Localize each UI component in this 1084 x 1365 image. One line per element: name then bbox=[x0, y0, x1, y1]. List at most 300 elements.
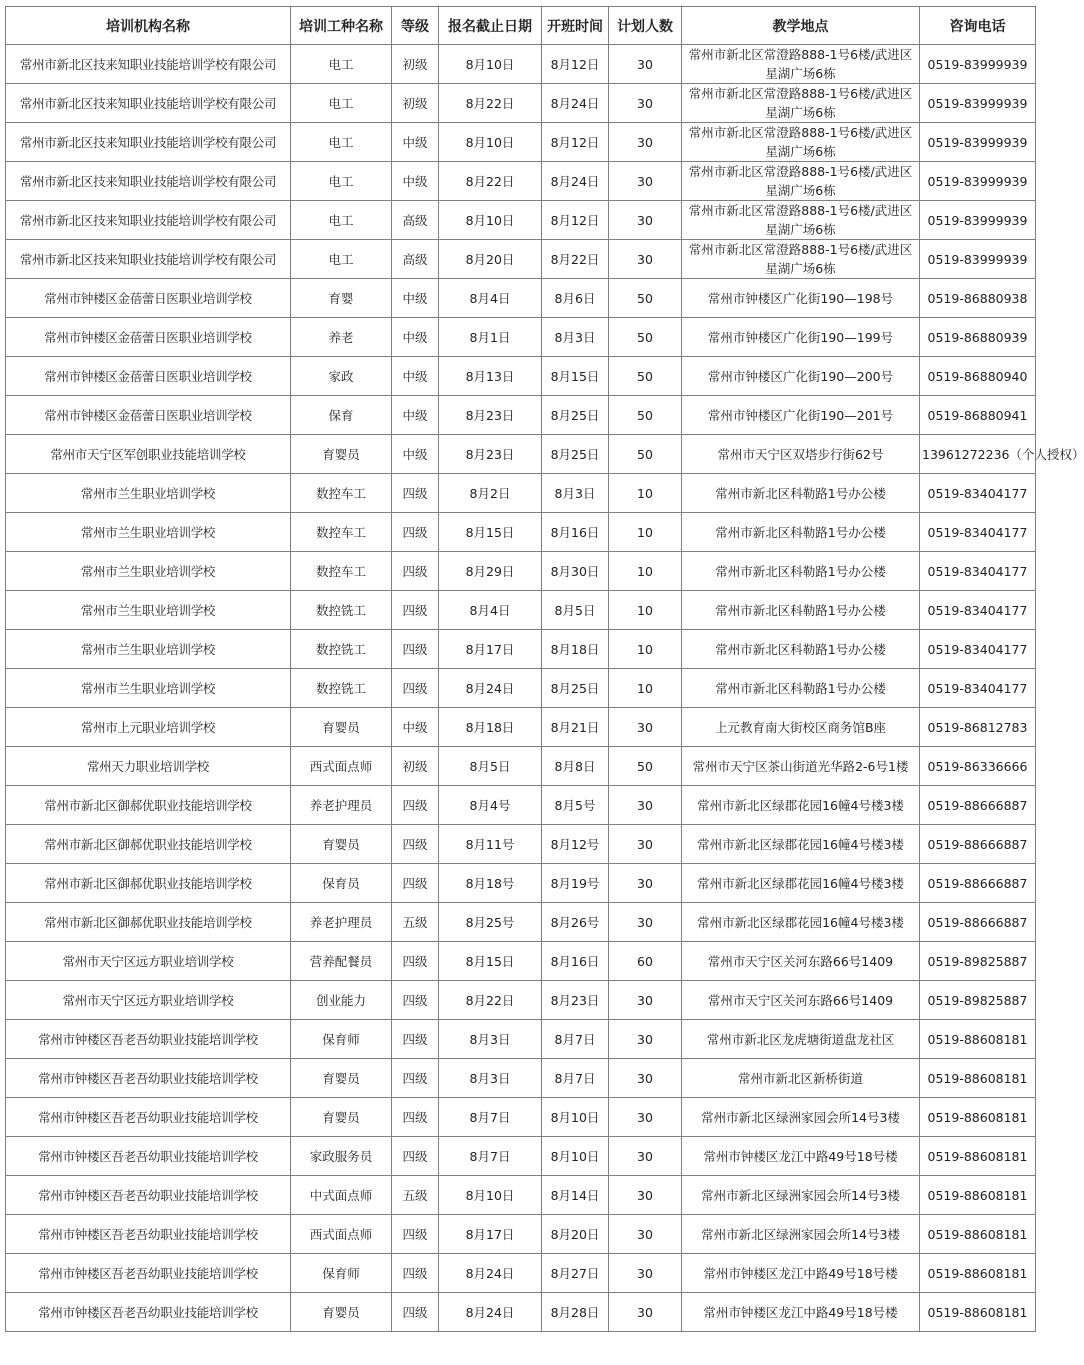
cell-start-date: 8月3日 bbox=[542, 474, 609, 513]
cell-deadline: 8月11号 bbox=[439, 825, 542, 864]
table-row bbox=[6, 1215, 1036, 1254]
cell-trade: 育婴员 bbox=[291, 708, 392, 747]
cell-phone: 0519-89825887 bbox=[920, 942, 1036, 981]
cell-level: 四级 bbox=[392, 981, 439, 1020]
cell-location: 常州市新北区常澄路888-1号6楼/武进区星湖广场6栋 bbox=[682, 162, 920, 201]
cell-location: 常州市钟楼区广化街190—198号 bbox=[682, 279, 920, 318]
cell-start-date: 8月12号 bbox=[542, 825, 609, 864]
cell-phone: 0519-88608181 bbox=[920, 1020, 1036, 1059]
table-row bbox=[6, 1137, 1036, 1176]
table-row bbox=[6, 825, 1036, 864]
cell-location: 常州市钟楼区广化街190—201号 bbox=[682, 396, 920, 435]
table-row bbox=[6, 669, 1036, 708]
cell-level: 初级 bbox=[392, 747, 439, 786]
cell-phone: 0519-83404177 bbox=[920, 591, 1036, 630]
cell-trade: 保育员 bbox=[291, 864, 392, 903]
table-row bbox=[6, 45, 1036, 84]
cell-deadline: 8月18号 bbox=[439, 864, 542, 903]
table-row bbox=[6, 1059, 1036, 1098]
cell-start-date: 8月16日 bbox=[542, 513, 609, 552]
cell-deadline: 8月24日 bbox=[439, 1293, 542, 1332]
cell-phone: 0519-88666887 bbox=[920, 825, 1036, 864]
cell-deadline: 8月10日 bbox=[439, 123, 542, 162]
cell-deadline: 8月17日 bbox=[439, 630, 542, 669]
cell-deadline: 8月22日 bbox=[439, 162, 542, 201]
cell-planned-count: 50 bbox=[609, 357, 682, 396]
cell-location: 常州市新北区常澄路888-1号6楼/武进区星湖广场6栋 bbox=[682, 123, 920, 162]
cell-trade: 育婴 bbox=[291, 279, 392, 318]
cell-deadline: 8月25号 bbox=[439, 903, 542, 942]
cell-trade: 养老护理员 bbox=[291, 903, 392, 942]
header-trade: 培训工种名称 bbox=[291, 7, 392, 45]
cell-planned-count: 30 bbox=[609, 1215, 682, 1254]
cell-institution: 常州市钟楼区吾老吾幼职业技能培训学校 bbox=[6, 1137, 291, 1176]
cell-phone: 0519-86880938 bbox=[920, 279, 1036, 318]
cell-level: 中级 bbox=[392, 279, 439, 318]
cell-institution: 常州市兰生职业培训学校 bbox=[6, 591, 291, 630]
cell-start-date: 8月22日 bbox=[542, 240, 609, 279]
cell-deadline: 8月15日 bbox=[439, 942, 542, 981]
cell-deadline: 8月20日 bbox=[439, 240, 542, 279]
table-row bbox=[6, 279, 1036, 318]
cell-phone: 0519-86880941 bbox=[920, 396, 1036, 435]
cell-start-date: 8月28日 bbox=[542, 1293, 609, 1332]
table-row bbox=[6, 1098, 1036, 1137]
cell-location: 常州市新北区科勒路1号办公楼 bbox=[682, 630, 920, 669]
cell-deadline: 8月24日 bbox=[439, 1254, 542, 1293]
cell-trade: 育婴员 bbox=[291, 1098, 392, 1137]
cell-institution: 常州市钟楼区金蓓蕾日医职业培训学校 bbox=[6, 396, 291, 435]
header-level: 等级 bbox=[392, 7, 439, 45]
cell-deadline: 8月23日 bbox=[439, 396, 542, 435]
cell-phone: 0519-88608181 bbox=[920, 1215, 1036, 1254]
cell-planned-count: 60 bbox=[609, 942, 682, 981]
cell-planned-count: 30 bbox=[609, 201, 682, 240]
cell-trade: 数控铣工 bbox=[291, 630, 392, 669]
cell-start-date: 8月30日 bbox=[542, 552, 609, 591]
cell-level: 中级 bbox=[392, 435, 439, 474]
cell-planned-count: 50 bbox=[609, 435, 682, 474]
table-row bbox=[6, 786, 1036, 825]
cell-deadline: 8月10日 bbox=[439, 1176, 542, 1215]
cell-deadline: 8月18日 bbox=[439, 708, 542, 747]
cell-level: 中级 bbox=[392, 162, 439, 201]
cell-phone: 0519-83999939 bbox=[920, 240, 1036, 279]
cell-start-date: 8月25日 bbox=[542, 396, 609, 435]
cell-planned-count: 30 bbox=[609, 708, 682, 747]
cell-start-date: 8月10日 bbox=[542, 1098, 609, 1137]
cell-deadline: 8月22日 bbox=[439, 84, 542, 123]
cell-phone: 0519-88608181 bbox=[920, 1137, 1036, 1176]
cell-start-date: 8月25日 bbox=[542, 669, 609, 708]
cell-start-date: 8月19号 bbox=[542, 864, 609, 903]
cell-institution: 常州市钟楼区金蓓蕾日医职业培训学校 bbox=[6, 318, 291, 357]
cell-phone: 0519-83999939 bbox=[920, 201, 1036, 240]
cell-location: 常州市新北区常澄路888-1号6楼/武进区星湖广场6栋 bbox=[682, 240, 920, 279]
cell-planned-count: 50 bbox=[609, 318, 682, 357]
cell-trade: 数控铣工 bbox=[291, 591, 392, 630]
cell-phone: 0519-86880940 bbox=[920, 357, 1036, 396]
cell-institution: 常州市钟楼区金蓓蕾日医职业培训学校 bbox=[6, 279, 291, 318]
cell-institution: 常州市兰生职业培训学校 bbox=[6, 552, 291, 591]
cell-start-date: 8月10日 bbox=[542, 1137, 609, 1176]
cell-level: 高级 bbox=[392, 201, 439, 240]
cell-location: 常州市新北区常澄路888-1号6楼/武进区星湖广场6栋 bbox=[682, 201, 920, 240]
cell-start-date: 8月12日 bbox=[542, 45, 609, 84]
cell-location: 常州市新北区科勒路1号办公楼 bbox=[682, 552, 920, 591]
cell-level: 四级 bbox=[392, 1293, 439, 1332]
cell-institution: 常州市天宁区军创职业技能培训学校 bbox=[6, 435, 291, 474]
cell-institution: 常州市新北区技来知职业技能培训学校有限公司 bbox=[6, 45, 291, 84]
cell-institution: 常州市天宁区远方职业培训学校 bbox=[6, 942, 291, 981]
cell-planned-count: 30 bbox=[609, 1176, 682, 1215]
cell-location: 常州市钟楼区龙江中路49号18号楼 bbox=[682, 1293, 920, 1332]
cell-planned-count: 30 bbox=[609, 240, 682, 279]
cell-deadline: 8月4号 bbox=[439, 786, 542, 825]
cell-location: 常州市天宁区双塔步行街62号 bbox=[682, 435, 920, 474]
cell-planned-count: 10 bbox=[609, 552, 682, 591]
cell-planned-count: 10 bbox=[609, 474, 682, 513]
cell-planned-count: 30 bbox=[609, 45, 682, 84]
cell-level: 中级 bbox=[392, 357, 439, 396]
cell-phone: 0519-83999939 bbox=[920, 162, 1036, 201]
cell-level: 五级 bbox=[392, 1176, 439, 1215]
cell-start-date: 8月23日 bbox=[542, 981, 609, 1020]
table-row bbox=[6, 123, 1036, 162]
cell-start-date: 8月16日 bbox=[542, 942, 609, 981]
cell-planned-count: 50 bbox=[609, 279, 682, 318]
cell-phone: 0519-88666887 bbox=[920, 864, 1036, 903]
cell-location: 常州市新北区绿郡花园16幢4号楼3楼 bbox=[682, 864, 920, 903]
cell-trade: 家政 bbox=[291, 357, 392, 396]
training-table bbox=[5, 6, 1084, 1332]
cell-trade: 数控铣工 bbox=[291, 669, 392, 708]
cell-institution: 常州市钟楼区吾老吾幼职业技能培训学校 bbox=[6, 1215, 291, 1254]
cell-trade: 电工 bbox=[291, 240, 392, 279]
cell-level: 四级 bbox=[392, 825, 439, 864]
cell-institution: 常州市钟楼区吾老吾幼职业技能培训学校 bbox=[6, 1059, 291, 1098]
cell-deadline: 8月4日 bbox=[439, 591, 542, 630]
table-row bbox=[6, 201, 1036, 240]
cell-deadline: 8月15日 bbox=[439, 513, 542, 552]
cell-location: 常州市新北区科勒路1号办公楼 bbox=[682, 591, 920, 630]
cell-phone: 0519-88608181 bbox=[920, 1254, 1036, 1293]
cell-deadline: 8月3日 bbox=[439, 1020, 542, 1059]
cell-deadline: 8月10日 bbox=[439, 201, 542, 240]
cell-location: 常州市钟楼区龙江中路49号18号楼 bbox=[682, 1137, 920, 1176]
cell-trade: 创业能力 bbox=[291, 981, 392, 1020]
cell-start-date: 8月24日 bbox=[542, 84, 609, 123]
cell-location: 常州市天宁区关河东路66号1409 bbox=[682, 942, 920, 981]
cell-trade: 保育 bbox=[291, 396, 392, 435]
cell-planned-count: 30 bbox=[609, 1254, 682, 1293]
cell-level: 四级 bbox=[392, 630, 439, 669]
cell-institution: 常州市天宁区远方职业培训学校 bbox=[6, 981, 291, 1020]
table-row bbox=[6, 84, 1036, 123]
cell-start-date: 8月5号 bbox=[542, 786, 609, 825]
table-row bbox=[6, 1020, 1036, 1059]
cell-start-date: 8月3日 bbox=[542, 318, 609, 357]
cell-planned-count: 30 bbox=[609, 1293, 682, 1332]
cell-deadline: 8月29日 bbox=[439, 552, 542, 591]
cell-planned-count: 30 bbox=[609, 1020, 682, 1059]
header-planned-count: 计划人数 bbox=[609, 7, 682, 45]
cell-institution: 常州天力职业培训学校 bbox=[6, 747, 291, 786]
cell-location: 常州市天宁区关河东路66号1409 bbox=[682, 981, 920, 1020]
cell-level: 四级 bbox=[392, 864, 439, 903]
cell-phone: 0519-83999939 bbox=[920, 84, 1036, 123]
cell-institution: 常州市新北区御郝优职业技能培训学校 bbox=[6, 825, 291, 864]
cell-level: 四级 bbox=[392, 786, 439, 825]
cell-location: 常州市新北区常澄路888-1号6楼/武进区星湖广场6栋 bbox=[682, 84, 920, 123]
cell-phone: 0519-83404177 bbox=[920, 669, 1036, 708]
cell-phone: 0519-83404177 bbox=[920, 474, 1036, 513]
cell-phone: 0519-83999939 bbox=[920, 123, 1036, 162]
cell-institution: 常州市新北区技来知职业技能培训学校有限公司 bbox=[6, 240, 291, 279]
cell-level: 四级 bbox=[392, 1098, 439, 1137]
cell-trade: 数控车工 bbox=[291, 552, 392, 591]
cell-level: 四级 bbox=[392, 1254, 439, 1293]
cell-start-date: 8月18日 bbox=[542, 630, 609, 669]
cell-start-date: 8月7日 bbox=[542, 1059, 609, 1098]
cell-start-date: 8月15日 bbox=[542, 357, 609, 396]
cell-institution: 常州市钟楼区吾老吾幼职业技能培训学校 bbox=[6, 1176, 291, 1215]
cell-planned-count: 30 bbox=[609, 162, 682, 201]
cell-phone: 0519-88608181 bbox=[920, 1098, 1036, 1137]
cell-location: 常州市新北区新桥街道 bbox=[682, 1059, 920, 1098]
cell-institution: 常州市钟楼区吾老吾幼职业技能培训学校 bbox=[6, 1098, 291, 1137]
table-row bbox=[6, 240, 1036, 279]
table-body bbox=[6, 45, 1084, 1332]
table-row bbox=[6, 357, 1036, 396]
cell-location: 常州市新北区科勒路1号办公楼 bbox=[682, 669, 920, 708]
table-row bbox=[6, 396, 1036, 435]
cell-phone: 0519-88608181 bbox=[920, 1293, 1036, 1332]
cell-deadline: 8月2日 bbox=[439, 474, 542, 513]
cell-trade: 保育师 bbox=[291, 1020, 392, 1059]
cell-trade: 电工 bbox=[291, 84, 392, 123]
cell-trade: 西式面点师 bbox=[291, 747, 392, 786]
table-row bbox=[6, 318, 1036, 357]
cell-trade: 养老护理员 bbox=[291, 786, 392, 825]
cell-institution: 常州市钟楼区吾老吾幼职业技能培训学校 bbox=[6, 1254, 291, 1293]
cell-planned-count: 30 bbox=[609, 84, 682, 123]
cell-start-date: 8月21日 bbox=[542, 708, 609, 747]
cell-institution: 常州市新北区御郝优职业技能培训学校 bbox=[6, 903, 291, 942]
cell-deadline: 8月23日 bbox=[439, 435, 542, 474]
cell-planned-count: 30 bbox=[609, 825, 682, 864]
cell-institution: 常州市兰生职业培训学校 bbox=[6, 513, 291, 552]
cell-level: 四级 bbox=[392, 552, 439, 591]
cell-institution: 常州市新北区技来知职业技能培训学校有限公司 bbox=[6, 123, 291, 162]
cell-institution: 常州市兰生职业培训学校 bbox=[6, 669, 291, 708]
cell-location: 常州市新北区常澄路888-1号6楼/武进区星湖广场6栋 bbox=[682, 45, 920, 84]
cell-planned-count: 10 bbox=[609, 669, 682, 708]
cell-trade: 营养配餐员 bbox=[291, 942, 392, 981]
cell-location: 常州市钟楼区广化街190—200号 bbox=[682, 357, 920, 396]
header-institution: 培训机构名称 bbox=[6, 7, 291, 45]
cell-level: 四级 bbox=[392, 1020, 439, 1059]
cell-trade: 养老 bbox=[291, 318, 392, 357]
cell-planned-count: 30 bbox=[609, 1098, 682, 1137]
table-row bbox=[6, 591, 1036, 630]
cell-institution: 常州市新北区技来知职业技能培训学校有限公司 bbox=[6, 84, 291, 123]
cell-level: 高级 bbox=[392, 240, 439, 279]
cell-location: 常州市新北区绿洲家园会所14号3楼 bbox=[682, 1176, 920, 1215]
cell-trade: 数控车工 bbox=[291, 513, 392, 552]
table-row bbox=[6, 630, 1036, 669]
cell-trade: 电工 bbox=[291, 201, 392, 240]
cell-level: 初级 bbox=[392, 45, 439, 84]
cell-trade: 电工 bbox=[291, 162, 392, 201]
cell-location: 常州市新北区绿洲家园会所14号3楼 bbox=[682, 1098, 920, 1137]
cell-start-date: 8月26号 bbox=[542, 903, 609, 942]
cell-level: 四级 bbox=[392, 1059, 439, 1098]
cell-planned-count: 30 bbox=[609, 123, 682, 162]
table-row bbox=[6, 474, 1036, 513]
cell-phone: 0519-88608181 bbox=[920, 1176, 1036, 1215]
cell-level: 四级 bbox=[392, 1215, 439, 1254]
cell-deadline: 8月13日 bbox=[439, 357, 542, 396]
cell-trade: 西式面点师 bbox=[291, 1215, 392, 1254]
cell-trade: 数控车工 bbox=[291, 474, 392, 513]
cell-start-date: 8月8日 bbox=[542, 747, 609, 786]
cell-planned-count: 30 bbox=[609, 864, 682, 903]
cell-trade: 保育师 bbox=[291, 1254, 392, 1293]
cell-trade: 电工 bbox=[291, 123, 392, 162]
cell-institution: 常州市新北区御郝优职业技能培训学校 bbox=[6, 864, 291, 903]
cell-level: 四级 bbox=[392, 942, 439, 981]
cell-start-date: 8月24日 bbox=[542, 162, 609, 201]
cell-institution: 常州市新北区技来知职业技能培训学校有限公司 bbox=[6, 162, 291, 201]
cell-phone: 13961272236（个人授权） bbox=[920, 435, 1036, 474]
cell-phone: 0519-86812783 bbox=[920, 708, 1036, 747]
cell-planned-count: 50 bbox=[609, 747, 682, 786]
cell-deadline: 8月5日 bbox=[439, 747, 542, 786]
cell-deadline: 8月17日 bbox=[439, 1215, 542, 1254]
cell-start-date: 8月5日 bbox=[542, 591, 609, 630]
cell-phone: 0519-83404177 bbox=[920, 513, 1036, 552]
cell-phone: 0519-89825887 bbox=[920, 981, 1036, 1020]
cell-location: 常州市新北区绿洲家园会所14号3楼 bbox=[682, 1215, 920, 1254]
table-row bbox=[6, 1293, 1036, 1332]
cell-phone: 0519-83404177 bbox=[920, 630, 1036, 669]
cell-phone: 0519-83999939 bbox=[920, 45, 1036, 84]
table-row bbox=[6, 552, 1036, 591]
cell-phone: 0519-88666887 bbox=[920, 903, 1036, 942]
cell-start-date: 8月6日 bbox=[542, 279, 609, 318]
cell-level: 四级 bbox=[392, 591, 439, 630]
cell-institution: 常州市新北区御郝优职业技能培训学校 bbox=[6, 786, 291, 825]
table-row bbox=[6, 435, 1036, 474]
cell-trade: 电工 bbox=[291, 45, 392, 84]
cell-phone: 0519-86336666 bbox=[920, 747, 1036, 786]
cell-planned-count: 30 bbox=[609, 1059, 682, 1098]
cell-institution: 常州市兰生职业培训学校 bbox=[6, 630, 291, 669]
cell-trade: 中式面点师 bbox=[291, 1176, 392, 1215]
cell-phone: 0519-88666887 bbox=[920, 786, 1036, 825]
cell-institution: 常州市钟楼区吾老吾幼职业技能培训学校 bbox=[6, 1020, 291, 1059]
cell-deadline: 8月10日 bbox=[439, 45, 542, 84]
header-deadline: 报名截止日期 bbox=[439, 7, 542, 45]
cell-deadline: 8月7日 bbox=[439, 1098, 542, 1137]
cell-deadline: 8月7日 bbox=[439, 1137, 542, 1176]
table-row bbox=[6, 708, 1036, 747]
cell-level: 四级 bbox=[392, 669, 439, 708]
cell-location: 常州市天宁区茶山街道光华路2-6号1楼 bbox=[682, 747, 920, 786]
cell-location: 常州市新北区科勒路1号办公楼 bbox=[682, 474, 920, 513]
header-location: 教学地点 bbox=[682, 7, 920, 45]
cell-deadline: 8月1日 bbox=[439, 318, 542, 357]
cell-location: 常州市钟楼区广化街190—199号 bbox=[682, 318, 920, 357]
cell-level: 初级 bbox=[392, 84, 439, 123]
cell-trade: 育婴员 bbox=[291, 1293, 392, 1332]
training-schedule bbox=[5, 6, 1084, 1332]
table-row bbox=[6, 903, 1036, 942]
cell-planned-count: 30 bbox=[609, 1137, 682, 1176]
cell-location: 常州市新北区绿郡花园16幢4号楼3楼 bbox=[682, 825, 920, 864]
cell-location: 常州市新北区龙虎塘街道盘龙社区 bbox=[682, 1020, 920, 1059]
cell-level: 中级 bbox=[392, 708, 439, 747]
cell-phone: 0519-83404177 bbox=[920, 552, 1036, 591]
cell-start-date: 8月25日 bbox=[542, 435, 609, 474]
table-row bbox=[6, 513, 1036, 552]
cell-deadline: 8月22日 bbox=[439, 981, 542, 1020]
cell-start-date: 8月27日 bbox=[542, 1254, 609, 1293]
table-row bbox=[6, 1254, 1036, 1293]
cell-trade: 家政服务员 bbox=[291, 1137, 392, 1176]
cell-level: 中级 bbox=[392, 123, 439, 162]
cell-institution: 常州市钟楼区金蓓蕾日医职业培训学校 bbox=[6, 357, 291, 396]
cell-planned-count: 50 bbox=[609, 396, 682, 435]
cell-start-date: 8月12日 bbox=[542, 123, 609, 162]
table-row bbox=[6, 942, 1036, 981]
cell-institution: 常州市上元职业培训学校 bbox=[6, 708, 291, 747]
cell-level: 四级 bbox=[392, 474, 439, 513]
table-row bbox=[6, 864, 1036, 903]
cell-level: 中级 bbox=[392, 318, 439, 357]
cell-location: 常州市新北区绿郡花园16幢4号楼3楼 bbox=[682, 903, 920, 942]
cell-trade: 育婴员 bbox=[291, 1059, 392, 1098]
cell-planned-count: 30 bbox=[609, 903, 682, 942]
cell-level: 四级 bbox=[392, 513, 439, 552]
cell-phone: 0519-86880939 bbox=[920, 318, 1036, 357]
cell-level: 五级 bbox=[392, 903, 439, 942]
table-row bbox=[6, 747, 1036, 786]
header-row bbox=[6, 7, 1036, 45]
cell-institution: 常州市钟楼区吾老吾幼职业技能培训学校 bbox=[6, 1293, 291, 1332]
cell-planned-count: 30 bbox=[609, 981, 682, 1020]
table-row bbox=[6, 162, 1036, 201]
cell-level: 中级 bbox=[392, 396, 439, 435]
cell-start-date: 8月7日 bbox=[542, 1020, 609, 1059]
cell-trade: 育婴员 bbox=[291, 825, 392, 864]
cell-start-date: 8月14日 bbox=[542, 1176, 609, 1215]
table-row bbox=[6, 1176, 1036, 1215]
cell-deadline: 8月4日 bbox=[439, 279, 542, 318]
cell-planned-count: 30 bbox=[609, 786, 682, 825]
cell-location: 常州市钟楼区龙江中路49号18号楼 bbox=[682, 1254, 920, 1293]
cell-location: 常州市新北区绿郡花园16幢4号楼3楼 bbox=[682, 786, 920, 825]
cell-deadline: 8月3日 bbox=[439, 1059, 542, 1098]
cell-planned-count: 10 bbox=[609, 591, 682, 630]
cell-planned-count: 10 bbox=[609, 630, 682, 669]
cell-deadline: 8月24日 bbox=[439, 669, 542, 708]
cell-start-date: 8月12日 bbox=[542, 201, 609, 240]
cell-start-date: 8月20日 bbox=[542, 1215, 609, 1254]
cell-level: 四级 bbox=[392, 1137, 439, 1176]
cell-trade: 育婴员 bbox=[291, 435, 392, 474]
